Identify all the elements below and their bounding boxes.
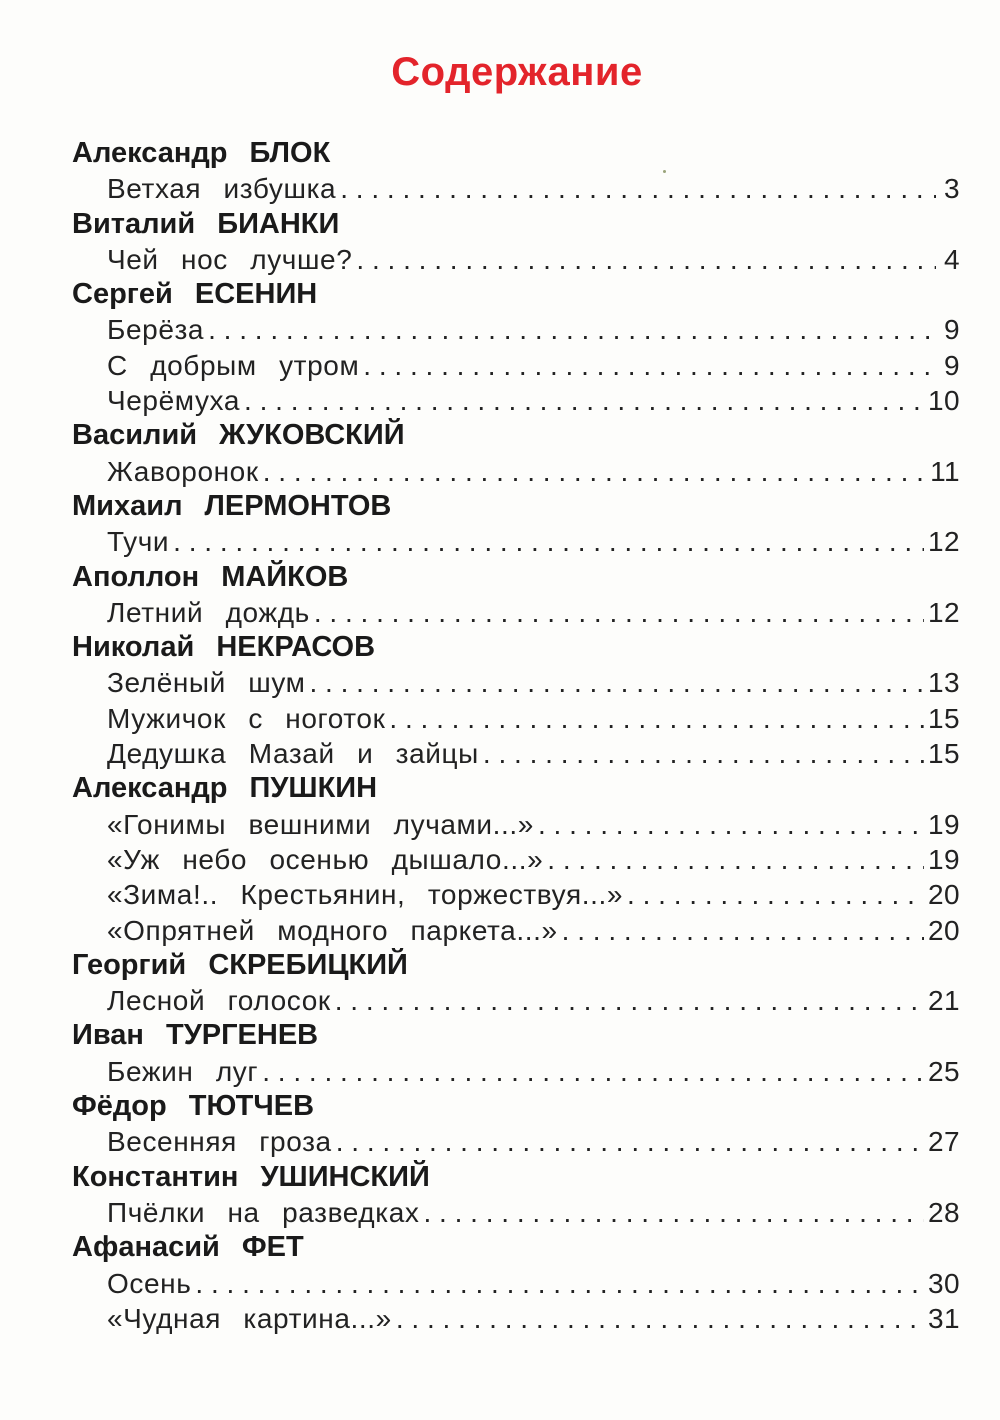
- author-heading: Сергей ЕСЕНИН: [72, 278, 318, 311]
- toc-entry[interactable]: [72, 701, 960, 736]
- dot-leader: [262, 1054, 924, 1089]
- toc-entry[interactable]: [72, 983, 960, 1018]
- entry-title: «Зима!.. Крестьянин, торжествуя...»: [107, 879, 624, 911]
- table-of-contents: [72, 136, 960, 1336]
- page-number: 15: [928, 738, 960, 770]
- toc-entry[interactable]: [72, 913, 960, 948]
- dot-leader: [389, 701, 924, 736]
- entry-title: Лесной голосок: [107, 985, 331, 1017]
- toc-entry[interactable]: [72, 383, 960, 418]
- toc-entry[interactable]: [72, 665, 960, 700]
- toc-entry[interactable]: [72, 1054, 960, 1089]
- author-heading: Фёдор ТЮТЧЕВ: [72, 1090, 315, 1123]
- toc-entry[interactable]: [72, 1301, 960, 1336]
- author-heading: Константин УШИНСКИЙ: [72, 1160, 430, 1193]
- dot-leader: [173, 524, 924, 559]
- toc-entry[interactable]: [72, 595, 960, 630]
- dot-leader: [423, 1195, 924, 1230]
- toc-entry[interactable]: [72, 736, 960, 771]
- dot-leader: [562, 913, 924, 948]
- toc-entry[interactable]: [72, 312, 960, 347]
- page-number: 21: [928, 985, 960, 1017]
- entry-title: Осень: [107, 1267, 192, 1299]
- entry-title: Жаворонок: [107, 455, 259, 487]
- author-heading: Александр ПУШКИН: [72, 772, 378, 805]
- page-number: 9: [944, 349, 960, 381]
- dot-leader: [340, 171, 936, 206]
- dot-leader: [538, 807, 924, 842]
- entry-title: Чей нос лучше?: [107, 243, 353, 275]
- entry-title: Ветхая избушка: [107, 173, 337, 205]
- page-number: 28: [928, 1196, 960, 1228]
- page-number: 20: [928, 879, 960, 911]
- dot-leader: [627, 877, 924, 912]
- author-heading: Афанасий ФЕТ: [72, 1231, 304, 1264]
- page-number: 30: [928, 1267, 960, 1299]
- entry-title: Тучи: [107, 526, 170, 558]
- dot-leader: [396, 1301, 924, 1336]
- page-number: 19: [928, 843, 960, 875]
- entry-title: Мужичок с ноготок: [107, 702, 386, 734]
- dot-leader: [195, 1266, 924, 1301]
- page-number: 11: [930, 455, 960, 487]
- author-heading: Василий ЖУКОВСКИЙ: [72, 419, 405, 452]
- dot-leader: [314, 595, 924, 630]
- page-number: 12: [928, 526, 960, 558]
- page-number: 20: [928, 914, 960, 946]
- page-number: 27: [928, 1126, 960, 1158]
- page-number: 25: [928, 1055, 960, 1087]
- toc-entry[interactable]: [72, 1195, 960, 1230]
- entry-title: «Чудная картина...»: [107, 1302, 392, 1334]
- author-heading: Николай НЕКРАСОВ: [72, 631, 376, 664]
- toc-entry[interactable]: [72, 807, 960, 842]
- entry-title: Зелёный шум: [107, 667, 306, 699]
- author-heading: Михаил ЛЕРМОНТОВ: [72, 489, 392, 522]
- entry-title: Бежин луг: [107, 1055, 259, 1087]
- dot-leader: [547, 842, 924, 877]
- page-number: 19: [928, 808, 960, 840]
- toc-entry[interactable]: [72, 242, 960, 277]
- page-number: 3: [944, 173, 960, 205]
- page-number: 31: [928, 1302, 960, 1334]
- entry-title: Дедушка Мазай и зайцы: [107, 738, 479, 770]
- page-number: 10: [928, 385, 960, 417]
- toc-entry[interactable]: [72, 454, 960, 489]
- entry-title: «Опрятней модного паркета...»: [107, 914, 558, 946]
- dot-leader: [483, 736, 924, 771]
- page-title: Содержание: [391, 50, 643, 94]
- toc-entry[interactable]: [72, 1124, 960, 1159]
- dot-leader: [263, 454, 926, 489]
- toc-entry[interactable]: [72, 524, 960, 559]
- dot-leader: [356, 242, 936, 277]
- toc-entry[interactable]: [72, 842, 960, 877]
- page-number: 12: [928, 596, 960, 628]
- author-heading: Георгий СКРЕБИЦКИЙ: [72, 948, 408, 981]
- author-heading: Александр БЛОК: [72, 137, 331, 169]
- author-heading: Иван ТУРГЕНЕВ: [72, 1019, 319, 1052]
- dot-leader: [336, 1124, 924, 1159]
- page-number: 4: [944, 243, 960, 275]
- entry-title: Летний дождь: [107, 596, 310, 628]
- entry-title: «Уж небо осенью дышало...»: [107, 843, 544, 875]
- toc-entry[interactable]: [72, 1266, 960, 1301]
- author-heading: Виталий БИАНКИ: [72, 207, 340, 240]
- dot-leader: [208, 312, 936, 347]
- dot-leader: [309, 665, 924, 700]
- page-number: 15: [928, 702, 960, 734]
- entry-title: Пчёлки на разведках: [107, 1196, 420, 1228]
- page-number: 13: [928, 667, 960, 699]
- entry-title: С добрым утром: [107, 349, 360, 381]
- dot-leader: [244, 383, 924, 418]
- toc-entry[interactable]: [72, 348, 960, 383]
- toc-entry[interactable]: [72, 171, 960, 206]
- author-heading: Аполлон МАЙКОВ: [72, 560, 349, 593]
- dot-leader: [335, 983, 924, 1018]
- dot-leader: [363, 348, 936, 383]
- entry-title: Берёза: [107, 314, 205, 346]
- entry-title: «Гонимы вешними лучами...»: [107, 808, 534, 840]
- toc-entry[interactable]: [72, 877, 960, 912]
- entry-title: Весенняя гроза: [107, 1126, 332, 1158]
- entry-title: Черёмуха: [107, 385, 241, 417]
- page-number: 9: [944, 314, 960, 346]
